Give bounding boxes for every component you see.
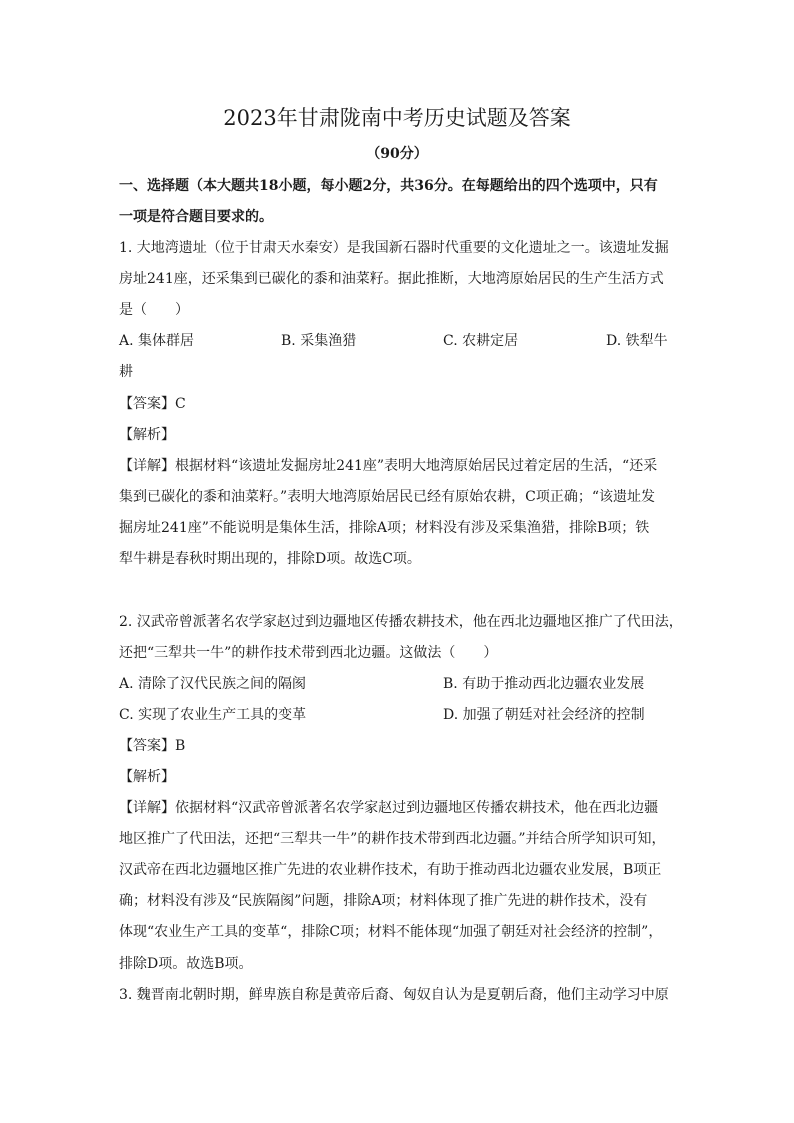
q2-stem-line-1: 2. 汉武帝曾派著名农学家赵过到边疆地区传播农耕技术，他在西北边疆地区推广了代田法， [119,614,683,630]
q1-option-c: C. 农耕定居 [443,333,519,349]
page-title: 2023年甘肃陇南中考历史试题及答案 [223,106,571,130]
q1-detail-line-4: 犁牛耕是春秋时期出现的，排除D项。故选C项。 [119,551,421,567]
q2-detail-line-3: 汉武帝在西北边疆地区推广先进的农业耕作技术，有助于推动西北边疆农业发展，B项正 [119,862,662,878]
section-heading-line-1: 一、选择题（本大题共18小题，每小题2分，共36分。在每题给出的四个选项中，只有 [119,178,658,194]
q1-option-b: B. 采集渔猎 [281,333,357,349]
q2-detail-line-2: 地区推广了代田法，还把“三犁共一牛”的耕作技术带到西北边疆。”并结合所学知识可知， [119,831,666,847]
q1-answer: 【答案】C [119,396,186,412]
q1-stem-line-3: 是（ ） [119,302,189,318]
q1-stem-line-1: 1. 大地湾遗址（位于甘肃天水秦安）是我国新石器时代重要的文化遗址之一。该遗址发掘 [119,240,669,256]
total-score: （90分） [366,146,428,162]
q2-analysis-label: 【解析】 [119,769,175,785]
q2-stem-line-2: 还把“三犁共一牛”的耕作技术带到西北边疆。这做法（ ） [119,645,498,661]
q1-option-a: A. 集体群居 [119,333,195,349]
q1-analysis-label: 【解析】 [119,427,175,443]
q1-detail-line-1: 【详解】根据材料“该遗址发掘房址241座”表明大地湾原始居民过着定居的生活，“还采 [119,458,658,474]
q2-detail-line-4: 确；材料没有涉及“民族隔阂”问题，排除A项；材料体现了推广先进的耕作技术，没有 [119,893,648,909]
q1-option-d-continued: 耕 [119,364,133,380]
q2-option-b: B. 有助于推动西北边疆农业发展 [443,676,645,692]
q2-answer: 【答案】B [119,738,186,754]
q2-detail-line-1: 【详解】依据材料“汉武帝曾派著名农学家赵过到边疆地区传播农耕技术，他在西北边疆 [119,800,659,816]
section-heading-line-2: 一项是符合题目要求的。 [119,209,273,225]
q2-option-c: C. 实现了农业生产工具的变革 [119,707,307,723]
q1-detail-line-3: 掘房址241座”不能说明是集体生活，排除A项；材料没有涉及采集渔猎，排除B项；铁 [119,520,650,536]
q2-option-d: D. 加强了朝廷对社会经济的控制 [443,707,645,723]
q1-option-d: D. 铁犁牛 [606,333,668,349]
q2-detail-line-5: 体现“农业生产工具的变革“，排除C项；材料不能体现“加强了朝廷对社会经济的控制”， [119,924,663,940]
q2-option-a: A. 清除了汉代民族之间的隔阂 [119,676,307,692]
q2-detail-line-6: 排除D项。故选B项。 [119,956,253,972]
q3-stem-line-1: 3. 魏晋南北朝时期，鲜卑族自称是黄帝后裔、匈奴自认为是夏朝后裔，他们主动学习中原 [119,987,669,1003]
q1-detail-line-2: 集到已碳化的黍和油菜籽。”表明大地湾原始居民已经有原始农耕，C项正确；“该遗址发 [119,489,656,505]
q1-stem-line-2: 房址241座，还采集到已碳化的黍和油菜籽。据此推断，大地湾原始居民的生产生活方式 [119,271,664,287]
